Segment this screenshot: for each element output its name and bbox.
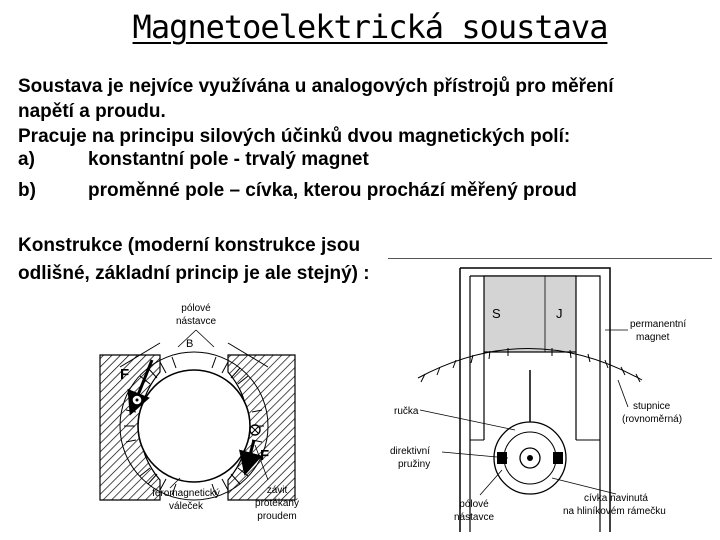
paragraph-principle: Pracuje na principu silových účinků dvou magnetických polí: bbox=[18, 126, 571, 147]
label-pole-pieces-2: nástavce bbox=[175, 316, 217, 327]
label-pole-pieces-1: pólové bbox=[181, 303, 211, 314]
label-wire-2: protékaný bbox=[255, 498, 299, 509]
paragraph-usage-line2: napětí a proudu. bbox=[18, 101, 166, 122]
coil-winding-right bbox=[553, 452, 563, 464]
leader-pole-pieces bbox=[480, 470, 502, 495]
list-marker: a) bbox=[18, 149, 35, 170]
label-coil-2: na hliníkovém rámečku bbox=[563, 506, 666, 517]
label-springs-2: pružiny bbox=[398, 459, 431, 470]
label-springs-1: direktivní bbox=[390, 446, 431, 457]
label-coil-1: cívka navinutá bbox=[584, 493, 648, 504]
label-pointer: ručka bbox=[394, 406, 419, 417]
construction-line1: Konstrukce (moderní konstrukce jsou bbox=[18, 235, 361, 256]
label-cylinder-1: feromagnetický bbox=[152, 488, 220, 499]
label-magnet-n: J bbox=[556, 306, 563, 321]
label-scale-2: (rovnoměrná) bbox=[622, 414, 683, 425]
construction-line2: odlišné, základní princip je ale stejný) : bbox=[18, 263, 370, 284]
paragraph-usage-line1: Soustava je nejvíce využívána u analogových přístrojů pro měření bbox=[18, 76, 614, 97]
pivot-dot-icon bbox=[527, 455, 533, 461]
label-wire-1: závit bbox=[266, 485, 288, 496]
diagram-galvanometer-cross-section bbox=[100, 303, 299, 522]
label-magnet-2: magnet bbox=[636, 332, 670, 343]
label-wire-3: proudem bbox=[257, 511, 297, 522]
current-dot-icon bbox=[136, 399, 139, 402]
ferromagnetic-cylinder bbox=[138, 370, 250, 482]
page-title: Magnetoelektrická soustava bbox=[132, 8, 608, 46]
label-force-right: F bbox=[260, 447, 270, 464]
list-marker: b) bbox=[18, 180, 36, 201]
label-scale-1: stupnice bbox=[633, 401, 671, 412]
label-magnet-s: S bbox=[492, 306, 501, 321]
leader-pole bbox=[196, 330, 214, 347]
label-field-b: B bbox=[186, 338, 194, 350]
diagram-meter-construction bbox=[390, 268, 686, 532]
label-right-pole-2: nástavce bbox=[453, 512, 495, 523]
leader-scale bbox=[618, 380, 628, 407]
leader-pointer bbox=[420, 410, 515, 430]
leader-coil bbox=[552, 478, 616, 494]
label-right-pole-1: pólové bbox=[459, 499, 489, 510]
label-magnet-1: permanentní bbox=[630, 319, 687, 330]
list-text: proměnné pole – cívka, kterou prochází měřený proud bbox=[88, 180, 577, 201]
label-force-left: F bbox=[120, 366, 130, 383]
label-cylinder-2: váleček bbox=[169, 501, 203, 512]
list-text: konstantní pole - trvalý magnet bbox=[88, 149, 369, 170]
